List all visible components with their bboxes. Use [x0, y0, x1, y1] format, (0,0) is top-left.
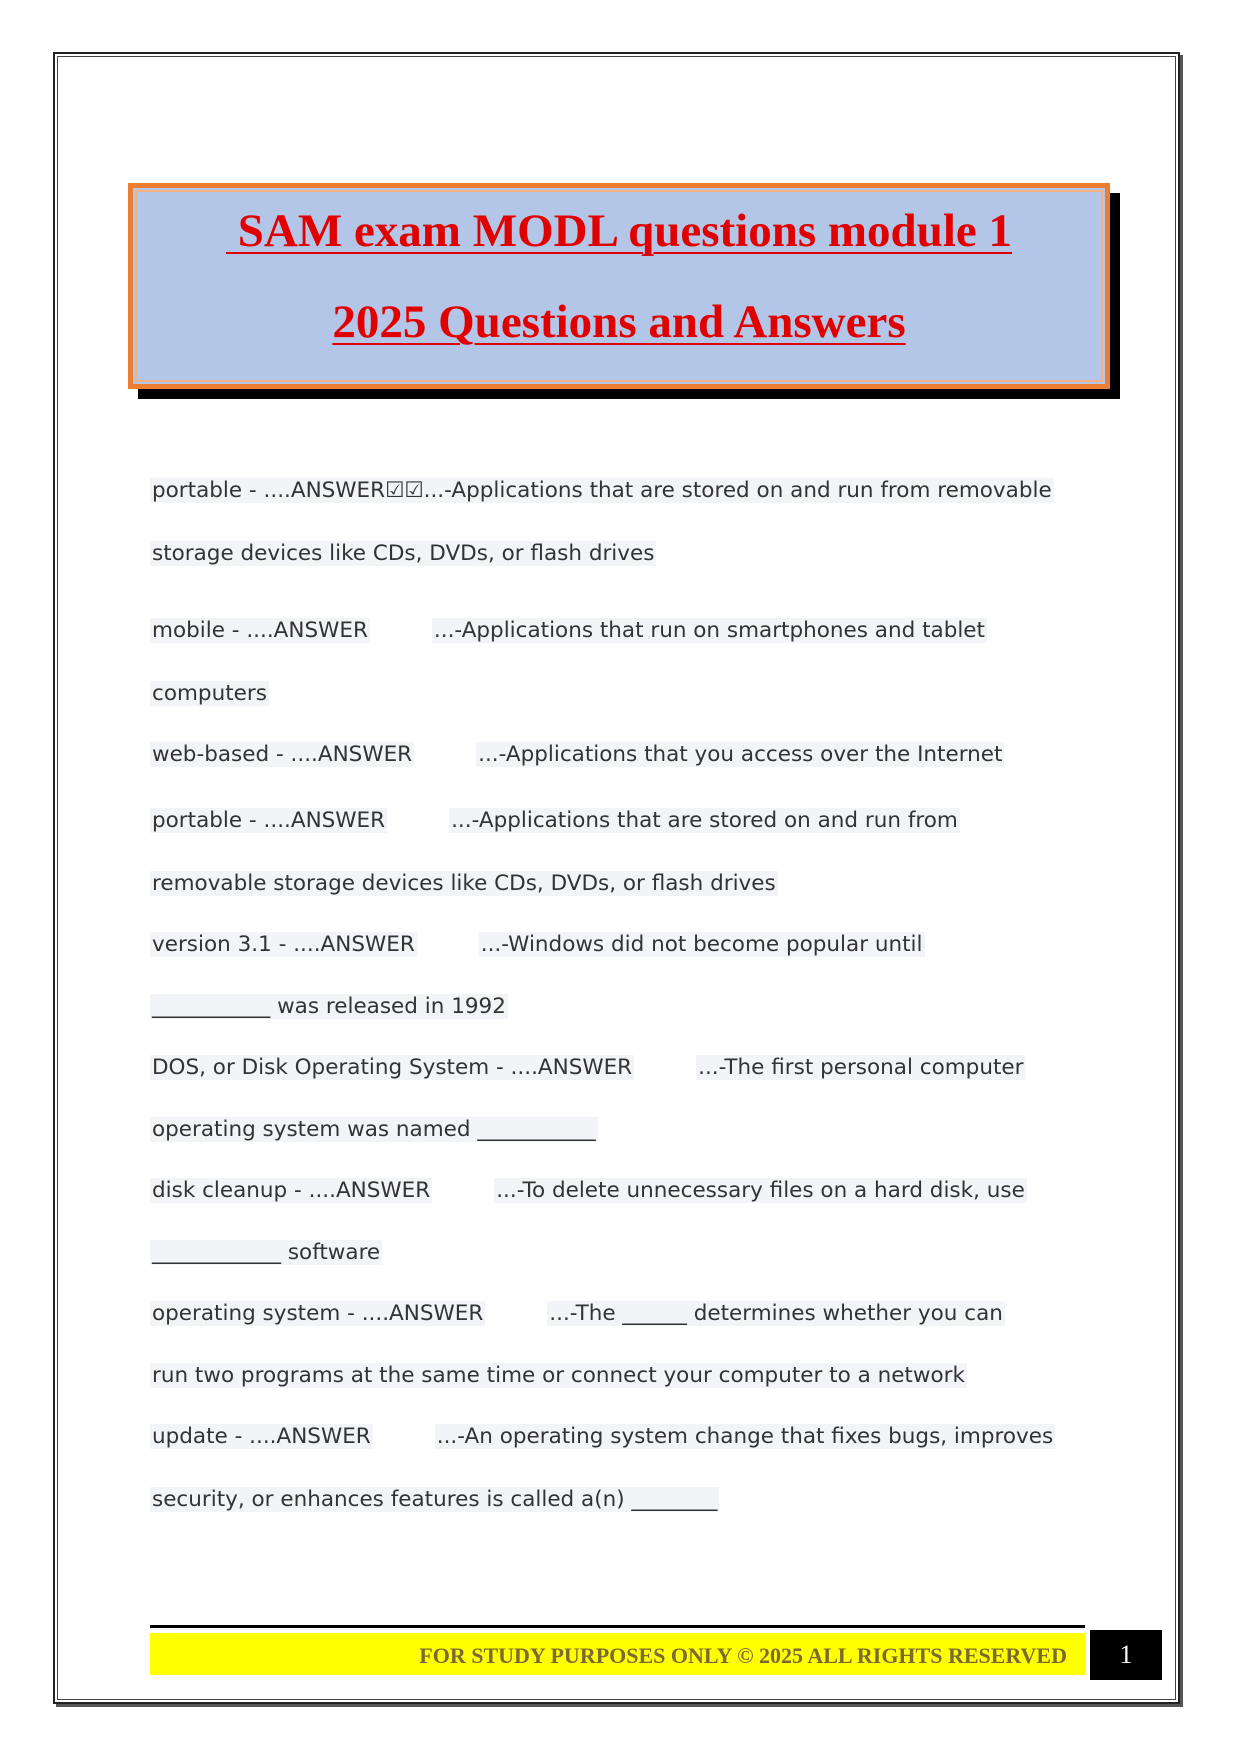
qa-item-1-line-2: storage devices like CDs, DVDs, or flash drives: [152, 541, 655, 566]
page-number: 1: [1090, 1630, 1162, 1680]
qa-item-8-line-1: [150, 1299, 1005, 1329]
qa-item-7-line-1: [150, 1176, 1027, 1206]
qa-term: DOS, or Disk Operating System - ....ANSWER: [152, 1055, 633, 1080]
qa-item-4-line-2: removable storage devices like CDs, DVDs, or flash drives: [152, 871, 776, 896]
footer-rule: [150, 1625, 1085, 1628]
qa-definition: ...-Windows did not become popular until: [480, 932, 923, 957]
title-line-1: SAM exam MODL questions module 1: [226, 205, 1012, 257]
qa-term: update - ....ANSWER: [152, 1424, 371, 1449]
qa-item-2-line-1: [150, 616, 987, 646]
qa-definition: ...-The first personal computer: [698, 1055, 1024, 1080]
title-box: [128, 183, 1110, 389]
qa-term: web-based - ....ANSWER: [152, 742, 413, 767]
qa-term: disk cleanup - ....ANSWER: [152, 1178, 431, 1203]
qa-item-5-line-1: [150, 930, 925, 960]
qa-item-3-line-1: [150, 740, 1004, 770]
qa-term: version 3.1 - ....ANSWER: [152, 932, 415, 957]
qa-item-2-line-2: computers: [152, 681, 267, 706]
qa-item-9-line-1: [150, 1422, 1055, 1452]
qa-definition: ...-Applications that run on smartphones and tablet: [433, 618, 985, 643]
qa-item-9-line-2: security, or enhances features is called a(n) ________: [152, 1487, 718, 1512]
qa-term: portable - ....ANSWER: [152, 808, 386, 833]
qa-item-5-line-2: ___________ was released in 1992: [152, 994, 506, 1019]
qa-definition: ...-To delete unnecessary files on a hard disk, use: [496, 1178, 1025, 1203]
qa-item-6-line-2: operating system was named ___________: [152, 1117, 596, 1142]
qa-definition: ...-Applications that are stored on and run from: [451, 808, 958, 833]
qa-item-8-line-2: run two programs at the same time or connect your computer to a network: [152, 1363, 965, 1388]
qa-item-6-line-1: [150, 1053, 1025, 1083]
footer-bar: [150, 1633, 1085, 1675]
qa-term: operating system - ....ANSWER: [152, 1301, 484, 1326]
title-line-2: 2025 Questions and Answers: [332, 296, 906, 348]
qa-definition: ...-An operating system change that fixes bugs, improves: [436, 1424, 1054, 1449]
qa-item-1-line-1: portable - ....ANSWER☑☑...-Applications that are stored on and run from removable: [152, 478, 1052, 503]
qa-definition: ...-The ______ determines whether you can: [549, 1301, 1003, 1326]
footer-text: FOR STUDY PURPOSES ONLY © 2025 ALL RIGHTS RESERVED: [419, 1643, 1067, 1668]
qa-definition: ...-Applications that you access over the Internet: [478, 742, 1003, 767]
qa-term: mobile - ....ANSWER: [152, 618, 368, 643]
qa-item-7-line-2: ____________ software: [152, 1240, 381, 1265]
qa-item-4-line-1: [150, 806, 960, 836]
